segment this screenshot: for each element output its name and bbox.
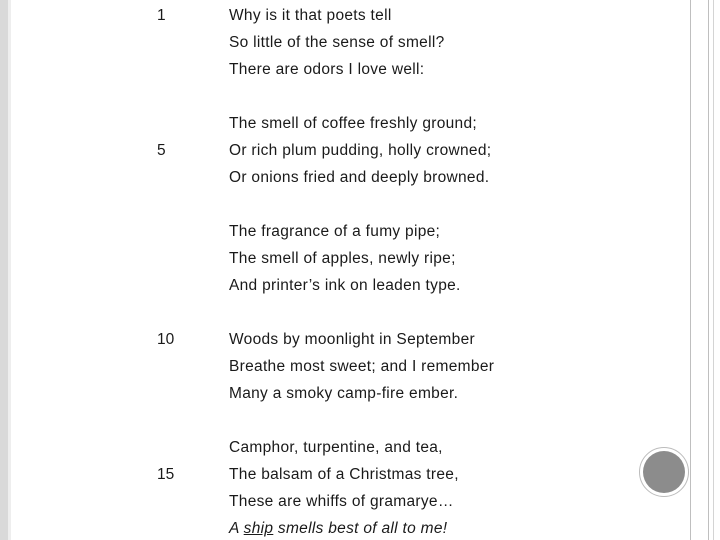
slide-circle-icon (643, 451, 685, 493)
line-number: 10 (157, 331, 175, 348)
poem-line: Or onions fried and deeply browned. (229, 169, 490, 186)
final-line-start: A (229, 520, 244, 537)
left-border (0, 0, 8, 540)
left-border-inner (8, 0, 11, 540)
poem-line: The smell of coffee freshly ground; (229, 115, 478, 132)
poem-line: There are odors I love well: (229, 61, 425, 78)
poem-line: The fragrance of a fumy pipe; (229, 223, 441, 240)
poem-line: Woods by moonlight in September (229, 331, 475, 348)
poem-line: Many a smoky camp-fire ember. (229, 385, 459, 402)
line-number: 1 (157, 7, 166, 24)
poem-line: Why is it that poets tell (229, 7, 392, 24)
ship-word: ship (243, 520, 274, 537)
poem-line: So little of the sense of smell? (229, 34, 445, 51)
poem-line: These are whiffs of gramarye… (229, 493, 454, 510)
poem-line: And printer’s ink on leaden type. (229, 277, 461, 294)
final-line-end: smells best of all to me! (273, 520, 448, 537)
right-border-line (690, 0, 691, 540)
poem-line: Camphor, turpentine, and tea, (229, 439, 443, 456)
line-number: 15 (157, 466, 175, 483)
poem-line: The smell of apples, newly ripe; (229, 250, 456, 267)
right-border-line (713, 0, 714, 540)
poem-line: The balsam of a Christmas tree, (229, 466, 459, 483)
poem-line: Or rich plum pudding, holly crowned; (229, 142, 492, 159)
poem-line-final (229, 520, 447, 538)
poem-line: Breathe most sweet; and I remember (229, 358, 495, 375)
right-border-line (708, 0, 709, 540)
line-number: 5 (157, 142, 166, 159)
